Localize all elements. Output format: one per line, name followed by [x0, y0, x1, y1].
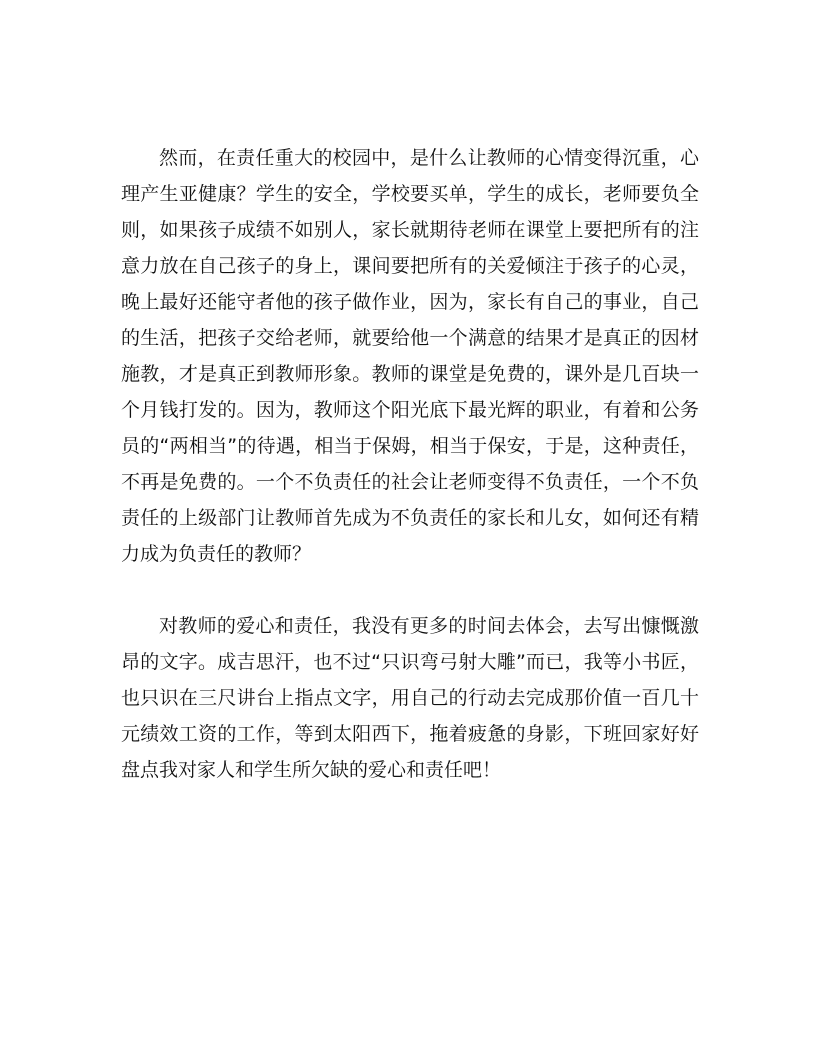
document-body — [121, 140, 699, 788]
paragraph-2: 对教师的爱心和责任，我没有更多的时间去体会，去写出慷慨激昂的文字。成吉思汗，也不过“只识弯弓射大雕”而已，我等小书匠，也只识在三尺讲台上指点文字，用自己的行动去完成那价值一百几十元绩效工资的工作，等到太阳西下，拖着疲惫的身影，下班回家好好盘点我对家人和学生所欠缺的爱心和责任吧！ — [121, 615, 699, 781]
paragraph-1: 然而，在责任重大的校园中，是什么让教师的心情变得沉重，心理产生亚健康？学生的安全，学校要买单，学生的成长，老师要负全则，如果孩子成绩不如别人，家长就期待老师在课堂上要把所有的注意力放在自己孩子的身上，课间要把所有的关爱倾注于孩子的心灵，晚上最好还能守者他的孩子做作业，因为，家长有自己的事业，自己的生活，把孩子交给老师，就要给他一个满意的结果才是真正的因材施教，才是真正到教师形象。教师的课堂是免费的，课外是几百块一个月钱打发的。因为，教师这个阳光底下最光辉的职业，有着和公务员的“两相当”的待遇，相当于保姆，相当于保安，于是，这种责任，不再是免费的。一个不负责任的社会让老师变得不负责任，一个不负责任的上级部门让教师首先成为不负责任的家长和儿女，如何还有精力成为负责任的教师？ — [121, 147, 699, 565]
